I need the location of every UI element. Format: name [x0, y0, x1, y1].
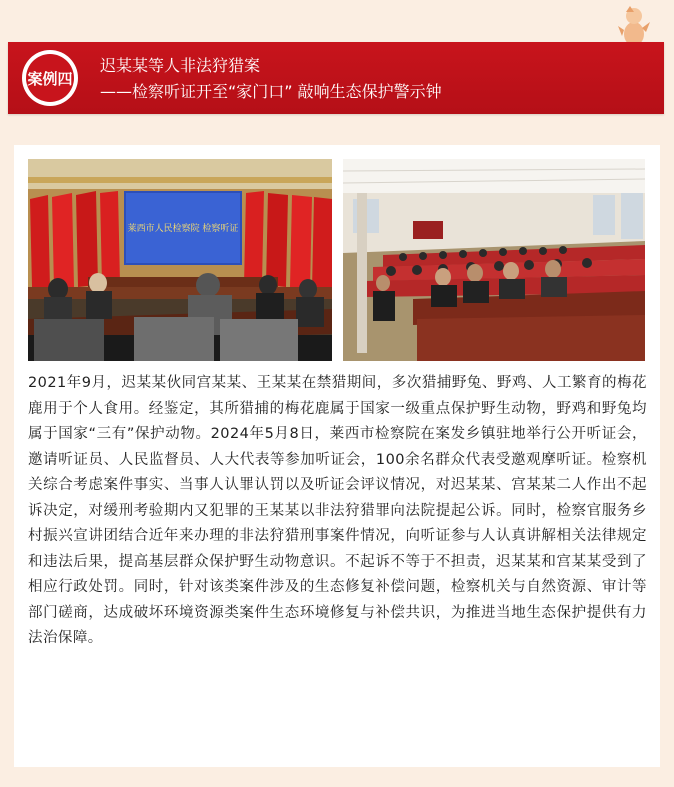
- hearing-room-photo: [28, 159, 332, 361]
- audience-photo: [343, 159, 645, 361]
- screen-text: 莱西市人民检察院 检察听证: [127, 224, 239, 234]
- case-title: 迟某某等人非法狩猎案: [100, 56, 261, 75]
- case-badge: [22, 50, 78, 106]
- case-badge-label: 案例四: [26, 54, 74, 102]
- article-body: 2021年9月，迟某某伙同宫某某、王某某在禁猎期间，多次猎捕野兔、野鸡、人工繁育的梅花鹿用于个人食用。经鉴定，其所猎捕的梅花鹿属于国家一级重点保护野生动物，野鸡和野兔均属于国家“三有”保护动物。2024年5月8日，莱西市检察院在案发乡镇驻地举行公开听证会，邀请听证员、人民监督员、人大代表等参加听证会，100余名群众代表受邀观摩听证。检察机关综合考虑案件事实、当事人认罪认罚以及听证会评议情况，对迟某某、宫某某二人作出不起诉决定，对缓刑考验期内又犯罪的王某某以非法狩猎罪向法院提起公诉。同时，检察官服务乡村振兴宣讲团结合近年来办理的非法狩猎刑事案件情况，向听证参与人认真讲解相关法律规定和违法后果，提高基层群众保护野生动物意识。不起诉不等于不担责，迟某某和宫某某受到了相应行政处罚。同时，针对该类案件涉及的生态修复补偿问题，检察机关与自然资源、审计等部门磋商，达成破坏环境资源类案件生态环境修复与补偿共识，为推进当地生态保护提供有力法治保障。: [28, 375, 647, 646]
- article-card: [14, 145, 660, 767]
- case-banner: [8, 42, 664, 114]
- case-subtitle: ——检察听证开至“家门口” 敲响生态保护警示钟: [100, 82, 442, 101]
